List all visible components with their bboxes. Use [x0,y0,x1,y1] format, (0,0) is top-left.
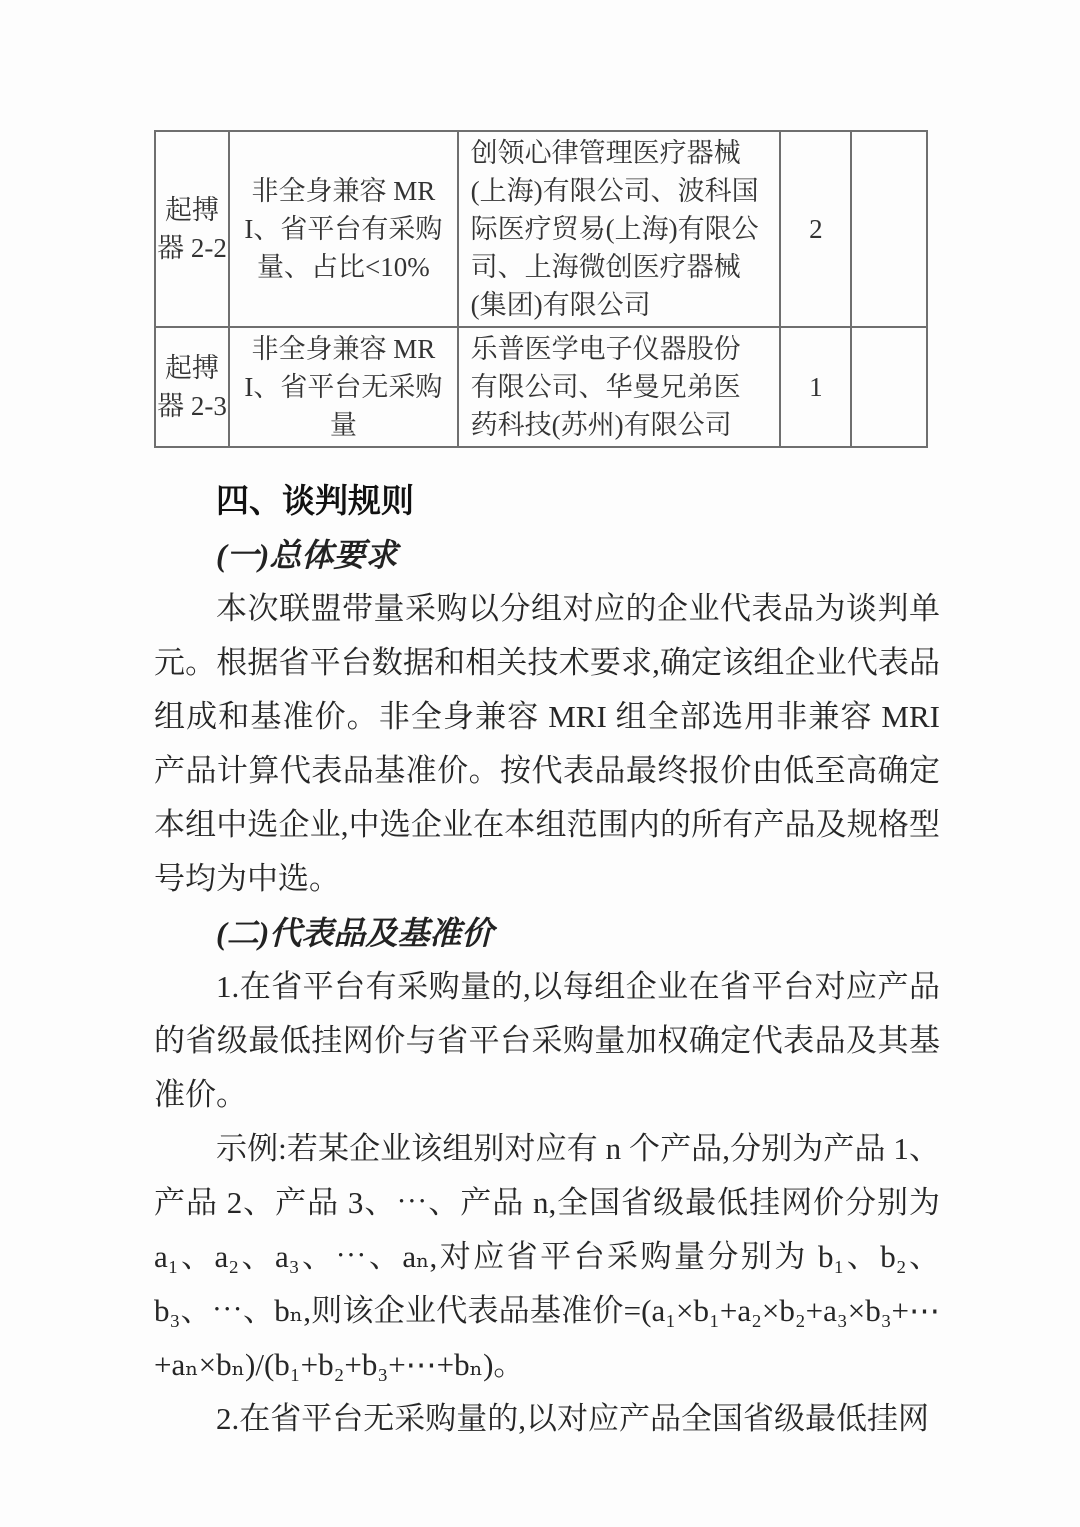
table-row [155,327,927,447]
cell-group-id: 起搏器 2-2 [155,131,229,327]
paragraph-rule-2: 2.在省平台无采购量的,以对应产品全国省级最低挂网 [216,1401,929,1436]
cell-criteria: 非全身兼容 MRI、省平台无采购量 [229,327,458,447]
paragraph-overall-requirements: 本次联盟带量采购以分组对应的企业代表品为谈判单元。根据省平台数据和相关技术要求,确定该组企业代表品组成和基准价。非全身兼容 MRI 组全部选用非兼容 MRI 产品计算代表品基准价。按代表品最终报价由低至高确定本组中选企业,中选企业在本组范围内的所有产品及规格型号均为中选。 [154,591,940,896]
cell-note [851,327,927,447]
cell-criteria: 非全身兼容 MRI、省平台有采购量、占比<10% [229,131,458,327]
table-row [155,131,927,327]
paragraph-example-formula: 示例:若某企业该组别对应有 n 个产品,分别为产品 1、产品 2、产品 3、⋯、产品 n,全国省级最低挂网价分别为 a₁、a₂、a₃、⋯、aₙ,对应省平台采购量分别为 b₁、b₂、b₃、⋯、bₙ,则该企业代表品基准价=(a₁×b₁+a₂×b₂+a₃×b₃+⋯+aₙ×bₙ)/(b₁+b₂+b₃+⋯+bₙ)。 [154,1131,940,1382]
subsection-2-title-representative-products: (二)代表品及基准价 [216,915,494,951]
paragraph-rule-1: 1.在省平台有采购量的,以每组企业在省平台对应产品的省级最低挂网价与省平台采购量加权确定代表品及其基准价。 [154,969,940,1112]
cell-companies: 创领心律管理医疗器械(上海)有限公司、波科国际医疗贸易(上海)有限公司、上海微创医疗器械(集团)有限公司 [458,131,781,327]
cell-group-id: 起搏器 2-3 [155,327,229,447]
cell-note [851,131,927,327]
cell-count: 1 [780,327,851,447]
subsection-1-title-overall-requirements: (一)总体要求 [216,537,398,573]
cell-companies: 乐普医学电子仪器股份有限公司、华曼兄弟医药科技(苏州)有限公司 [458,327,781,447]
section-heading-negotiation-rules: 四、谈判规则 [216,482,414,519]
procurement-group-table [154,130,928,448]
cell-count: 2 [780,131,851,327]
